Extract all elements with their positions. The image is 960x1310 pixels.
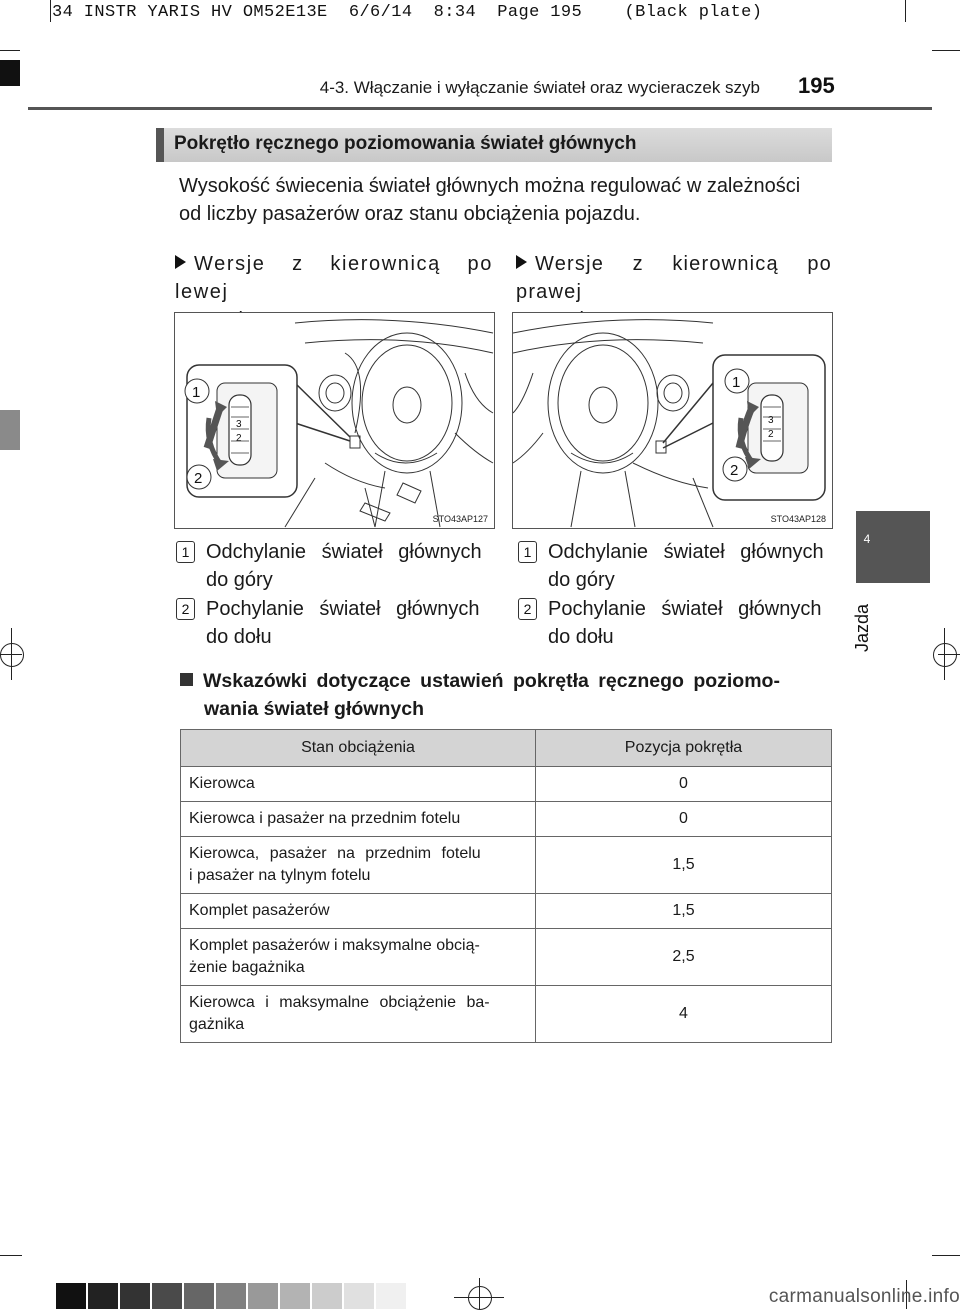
dial-number: 2	[768, 429, 774, 440]
table-row: Kierowca i pasażer na przednim fotelu 0	[181, 802, 832, 837]
registration-mark	[479, 1278, 480, 1309]
crop-mark	[932, 50, 960, 51]
running-title: 4-3. Włączanie i wyłączanie świateł oraz wycieraczek szyb	[319, 78, 760, 97]
caption-number: 2	[518, 598, 537, 620]
registration-mark	[0, 643, 24, 667]
caption-number: 1	[518, 541, 537, 563]
swatch	[216, 1283, 246, 1309]
dial-number: 3	[768, 415, 774, 426]
corner-marker	[0, 60, 20, 86]
dial-number: 2	[236, 433, 242, 444]
dashboard-illustration	[175, 313, 494, 528]
table-header: Pozycja pokrętła	[536, 730, 832, 767]
dial-number: 3	[236, 419, 242, 430]
swatch	[120, 1283, 150, 1309]
print-slug: 34 INSTR YARIS HV OM52E13E 6/6/14 8:34 Page 195 (Black plate)	[52, 3, 763, 22]
swatch	[184, 1283, 214, 1309]
table-row: Kierowca i maksymalne obciążenie ba- gażnika 4	[181, 986, 832, 1043]
table-row: Komplet pasażerów i maksymalne obcią- żenie bagażnika 2,5	[181, 929, 832, 986]
side-marker	[0, 410, 20, 450]
header-rule	[28, 107, 932, 110]
dashboard-illustration	[513, 313, 832, 528]
illustration-left-hand-drive	[174, 312, 495, 529]
page-number: 195	[798, 73, 835, 98]
caption-left-1: 1 Odchylanie świateł głównych do góry	[176, 538, 492, 594]
triangle-bullet-icon	[516, 255, 527, 269]
illustration-right-hand-drive	[512, 312, 833, 529]
registration-mark	[933, 643, 957, 667]
tips-heading: Wskazówki dotyczące ustawień pokrętła ręcznego poziomo- wania świateł głównych	[180, 667, 832, 723]
chapter-tab	[856, 511, 930, 583]
caption-left-2: 2 Pochylanie świateł głównych do dołu	[176, 595, 492, 651]
crop-mark	[50, 0, 51, 22]
label-1: 1	[192, 384, 201, 401]
label-2: 2	[730, 462, 739, 479]
color-calibration-strip	[56, 1283, 408, 1309]
table-header: Stan obciążenia	[181, 730, 536, 767]
section-title: Pokrętło ręcznego poziomowania świateł głównych	[174, 133, 637, 154]
caption-number: 2	[176, 598, 195, 620]
table-row: Kierowca 0	[181, 767, 832, 802]
figure-code: STO43AP128	[770, 514, 826, 524]
registration-mark	[944, 628, 945, 680]
table-row: Komplet pasażerów 1,5	[181, 894, 832, 929]
swatch	[56, 1283, 86, 1309]
label-2: 2	[194, 470, 203, 487]
caption-right-2: 2 Pochylanie świateł głównych do dołu	[518, 595, 832, 651]
square-bullet-icon	[180, 673, 193, 686]
registration-mark	[468, 1286, 492, 1310]
variant-right-heading: Wersje z kierownicą po prawej	[516, 253, 832, 303]
swatch	[280, 1283, 310, 1309]
triangle-bullet-icon	[175, 255, 186, 269]
chapter-number: 4	[863, 532, 871, 546]
registration-mark	[11, 628, 12, 680]
variant-left-heading: Wersje z kierownicą po lewej	[175, 253, 493, 303]
intro-line: od liczby pasażerów oraz stanu obciążenia pojazdu.	[179, 203, 641, 225]
crop-mark	[0, 50, 20, 51]
figure-code: STO43AP127	[432, 514, 488, 524]
caption-right-1: 1 Odchylanie świateł głównych do góry	[518, 538, 832, 594]
swatch	[88, 1283, 118, 1309]
table-row: Kierowca, pasażer na przednim fotelu i pasażer na tylnym fotelu 1,5	[181, 837, 832, 894]
load-position-table	[180, 729, 832, 1043]
swatch	[344, 1283, 374, 1309]
caption-number: 1	[176, 541, 195, 563]
section-intro	[179, 172, 831, 228]
swatch	[312, 1283, 342, 1309]
chapter-label: Jazda	[852, 603, 872, 652]
intro-line: Wysokość świecenia świateł głównych można regulować w zależności	[179, 175, 801, 197]
swatch	[376, 1283, 406, 1309]
watermark: carmanualsonline.info	[768, 1286, 960, 1307]
crop-mark	[932, 1255, 960, 1256]
swatch	[152, 1283, 182, 1309]
swatch	[248, 1283, 278, 1309]
label-1: 1	[732, 374, 741, 391]
crop-mark	[0, 1255, 22, 1256]
crop-mark	[905, 0, 906, 22]
